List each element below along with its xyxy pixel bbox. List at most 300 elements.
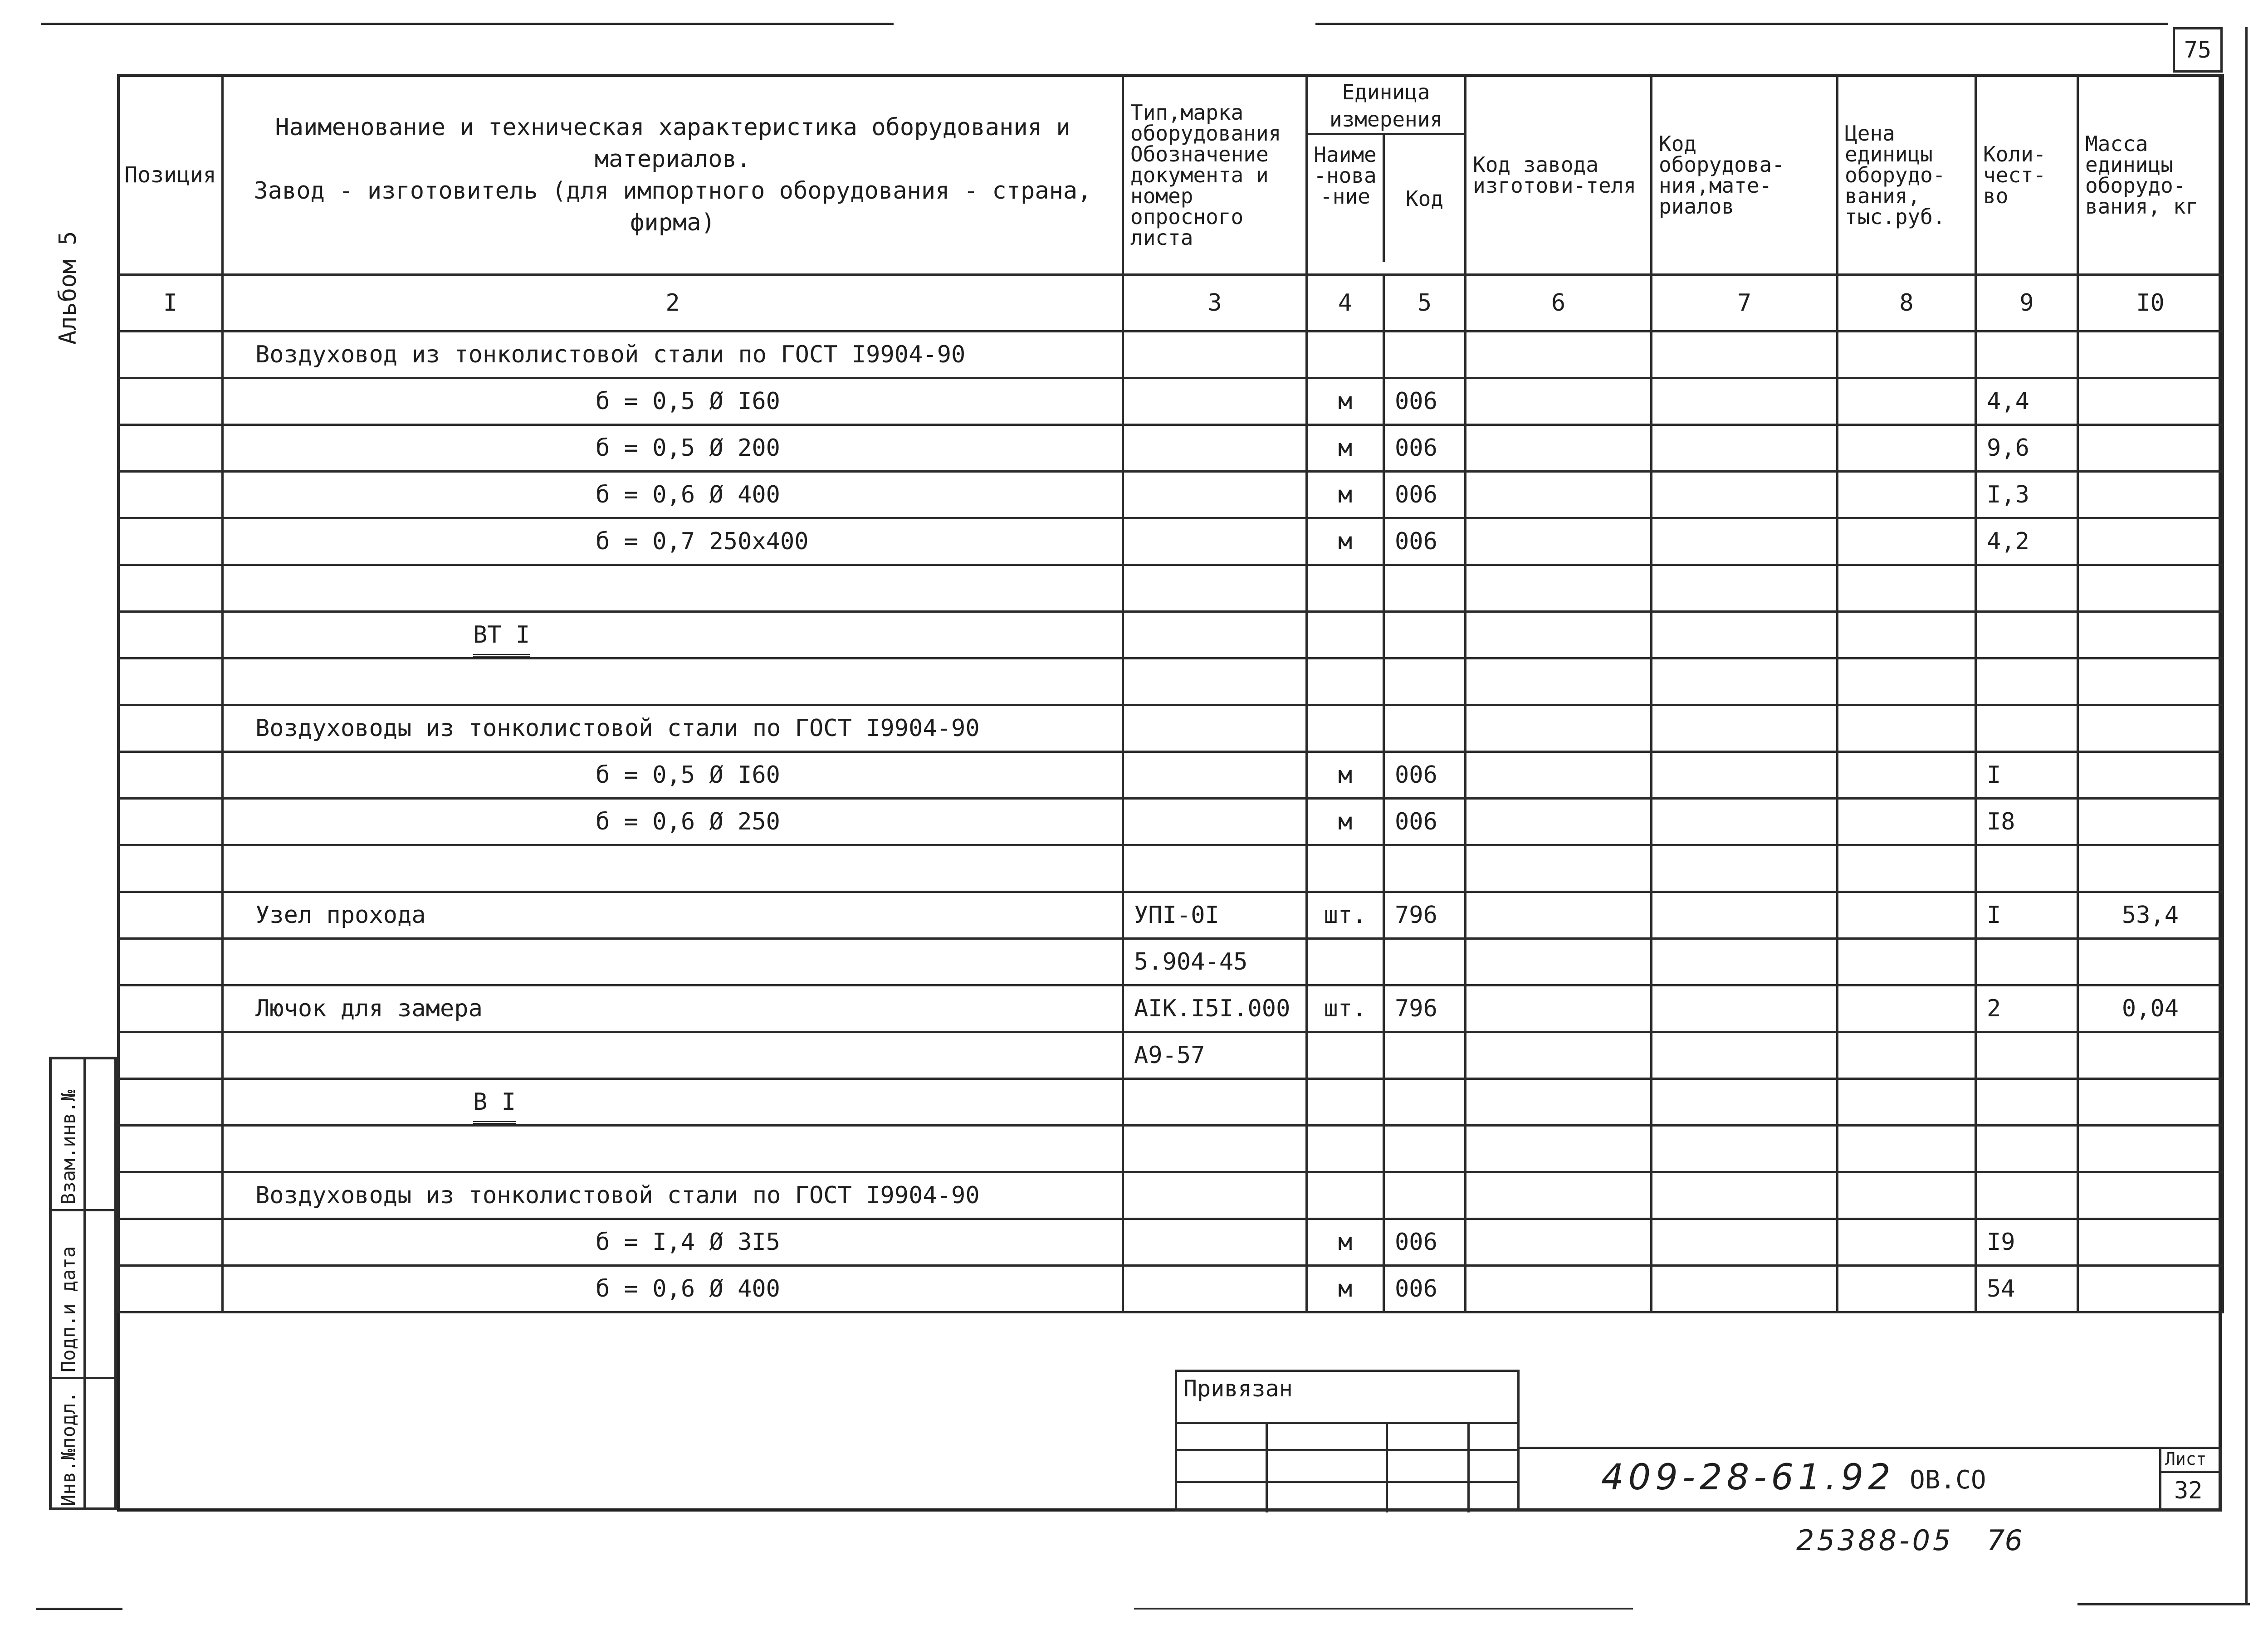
cell-price	[1838, 565, 1976, 612]
header-equipment-code: Код оборудова-ния,мате-риалов	[1652, 75, 1838, 275]
qty-text: 4,2	[1987, 528, 2029, 555]
cell-type	[1123, 332, 1307, 378]
table-row	[118, 939, 2223, 985]
specification-table	[117, 74, 2224, 1313]
col-number: 8	[1838, 275, 1976, 332]
table-row	[118, 565, 2223, 612]
table-row	[118, 705, 2223, 752]
cell-code	[1384, 1266, 1466, 1312]
cell-name	[223, 799, 1123, 845]
cell-qty	[1976, 1126, 2078, 1172]
code-text: 006	[1395, 528, 1437, 555]
unit-text: м	[1338, 761, 1353, 789]
cell-qty	[1976, 1172, 2078, 1219]
cell-pos	[118, 1266, 223, 1312]
cell-qty	[1976, 939, 2078, 985]
cell-mass	[2078, 425, 2223, 472]
cell-unit	[1307, 1266, 1384, 1312]
type-text: 5.904-45	[1134, 948, 1248, 976]
header-name-line3: Завод - изготовитель (для импортного оборудования - страна,	[254, 177, 1092, 205]
qty-text: 4,4	[1987, 388, 2029, 415]
unit-text: м	[1338, 528, 1353, 555]
cell-price	[1838, 378, 1976, 425]
cell-type	[1123, 1032, 1307, 1079]
cell-unit	[1307, 799, 1384, 845]
cell-name	[223, 939, 1123, 985]
cell-qty	[1976, 1079, 2078, 1126]
name-text: Лючок для замера	[255, 995, 483, 1022]
cell-price	[1838, 612, 1976, 658]
cell-code	[1384, 939, 1466, 985]
header-unit-name: Наиме-нова-ние	[1308, 135, 1385, 262]
page-number: 75	[2184, 37, 2212, 63]
cell-price	[1838, 752, 1976, 799]
col-number: 5	[1384, 275, 1466, 332]
cell-mass	[2078, 518, 2223, 565]
doc-code: 409-28-61.92	[1601, 1457, 1895, 1498]
name-text: б = 0,5 Ø 200	[596, 434, 780, 462]
cell-name	[223, 378, 1123, 425]
unit-text: шт.	[1324, 902, 1367, 929]
cell-pos	[118, 378, 223, 425]
cell-code	[1384, 1032, 1466, 1079]
cell-type	[1123, 472, 1307, 518]
unit-text: шт.	[1324, 995, 1367, 1022]
cell-factory	[1466, 565, 1652, 612]
header-unit-mass: Масса единицы оборудо-вания, кг	[2078, 75, 2223, 275]
cell-unit	[1307, 658, 1384, 705]
cell-unit	[1307, 939, 1384, 985]
code-text: 796	[1395, 902, 1437, 929]
cell-mass	[2078, 658, 2223, 705]
table-row	[118, 332, 2223, 378]
cell-pos	[118, 799, 223, 845]
cell-mass	[2078, 1172, 2223, 1219]
col-number: 3	[1123, 275, 1307, 332]
cell-name	[223, 518, 1123, 565]
cell-factory	[1466, 378, 1652, 425]
doc-code-box	[1517, 1447, 2222, 1512]
name-text: Воздуховод из тонколистовой стали по ГОСТ I9904-90	[255, 341, 966, 368]
cell-code	[1384, 565, 1466, 612]
type-text: УПI-0I	[1134, 902, 1219, 929]
approval-stamp-box	[49, 1057, 117, 1510]
cell-mass	[2078, 1266, 2223, 1312]
cell-price	[1838, 799, 1976, 845]
cell-price	[1838, 1266, 1976, 1312]
cell-factory	[1466, 1172, 1652, 1219]
code-text: 006	[1395, 481, 1437, 508]
header-factory-code: Код завода изготови-теля	[1466, 75, 1652, 275]
cell-mass	[2078, 939, 2223, 985]
cell-mass	[2078, 985, 2223, 1032]
cell-price	[1838, 1219, 1976, 1266]
cell-code	[1384, 892, 1466, 939]
name-text: б = 0,5 Ø I60	[596, 761, 780, 789]
cell-unit	[1307, 565, 1384, 612]
cell-factory	[1466, 472, 1652, 518]
cell-mass	[2078, 1219, 2223, 1266]
col-number: 9	[1976, 275, 2078, 332]
cell-mass	[2078, 1126, 2223, 1172]
cell-equip	[1652, 378, 1838, 425]
cell-code	[1384, 332, 1466, 378]
cell-unit	[1307, 1079, 1384, 1126]
cell-pos	[118, 985, 223, 1032]
cell-pos	[118, 1126, 223, 1172]
cell-mass	[2078, 799, 2223, 845]
cell-factory	[1466, 658, 1652, 705]
cell-pos	[118, 612, 223, 658]
cell-type	[1123, 565, 1307, 612]
table-row	[118, 892, 2223, 939]
cell-price	[1838, 985, 1976, 1032]
qty-text: 9,6	[1987, 434, 2029, 462]
cell-factory	[1466, 1079, 1652, 1126]
table-row	[118, 1126, 2223, 1172]
table-row	[118, 1079, 2223, 1126]
cell-name	[223, 332, 1123, 378]
cell-qty	[1976, 425, 2078, 472]
col-number: 7	[1652, 275, 1838, 332]
table-row	[118, 1266, 2223, 1312]
cell-name	[223, 985, 1123, 1032]
cell-code	[1384, 518, 1466, 565]
cell-factory	[1466, 939, 1652, 985]
cell-mass	[2078, 705, 2223, 752]
cell-type	[1123, 1126, 1307, 1172]
mass-text: 0,04	[2121, 995, 2179, 1022]
header-name	[223, 75, 1123, 275]
cell-equip	[1652, 1266, 1838, 1312]
cell-qty	[1976, 518, 2078, 565]
cell-code	[1384, 1172, 1466, 1219]
col-number: 2	[223, 275, 1123, 332]
cell-name	[223, 705, 1123, 752]
cell-factory	[1466, 705, 1652, 752]
table-row	[118, 1219, 2223, 1266]
cell-factory	[1466, 985, 1652, 1032]
cell-pos	[118, 752, 223, 799]
cell-factory	[1466, 425, 1652, 472]
cell-factory	[1466, 332, 1652, 378]
header-name-line1: Наименование и техническая характеристика оборудования и	[275, 113, 1070, 141]
cell-price	[1838, 658, 1976, 705]
name-text: б = 0,6 Ø 400	[596, 1275, 780, 1302]
cell-qty	[1976, 612, 2078, 658]
cell-type	[1123, 845, 1307, 892]
cell-unit	[1307, 425, 1384, 472]
header-unit-code: Код	[1405, 186, 1444, 211]
cell-factory	[1466, 892, 1652, 939]
cell-name	[223, 845, 1123, 892]
cell-qty	[1976, 845, 2078, 892]
cell-mass	[2078, 472, 2223, 518]
cell-unit	[1307, 705, 1384, 752]
title-block	[1175, 1370, 2222, 1512]
unit-text: м	[1338, 434, 1353, 462]
qty-text: I8	[1987, 808, 2015, 835]
cell-name	[223, 892, 1123, 939]
cell-qty	[1976, 1266, 2078, 1312]
name-text: В I	[473, 1088, 516, 1124]
cell-unit	[1307, 1032, 1384, 1079]
header-name-line4: фирма)	[630, 209, 715, 236]
unit-text: м	[1338, 388, 1353, 415]
cell-mass	[2078, 845, 2223, 892]
stamp-sign-date: Подп.и дата	[57, 1246, 79, 1372]
unit-text: м	[1338, 1275, 1353, 1302]
code-text: 006	[1395, 808, 1437, 835]
cell-equip	[1652, 705, 1838, 752]
cell-unit	[1307, 332, 1384, 378]
cell-price	[1838, 1126, 1976, 1172]
qty-text: I9	[1987, 1229, 2015, 1256]
cell-equip	[1652, 658, 1838, 705]
cell-type	[1123, 1172, 1307, 1219]
cell-code	[1384, 378, 1466, 425]
cell-equip	[1652, 752, 1838, 799]
cell-pos	[118, 1032, 223, 1079]
cell-unit	[1307, 472, 1384, 518]
qty-text: I	[1987, 902, 2001, 929]
cell-mass	[2078, 1079, 2223, 1126]
cell-name	[223, 565, 1123, 612]
cell-name	[223, 1032, 1123, 1079]
code-text: 006	[1395, 761, 1437, 789]
cell-equip	[1652, 892, 1838, 939]
cell-type	[1123, 518, 1307, 565]
cell-unit	[1307, 518, 1384, 565]
cell-type	[1123, 752, 1307, 799]
cell-factory	[1466, 1126, 1652, 1172]
cell-unit	[1307, 378, 1384, 425]
cell-code	[1384, 752, 1466, 799]
cell-name	[223, 752, 1123, 799]
cell-factory	[1466, 845, 1652, 892]
name-text: ВТ I	[473, 621, 530, 657]
cell-unit	[1307, 1219, 1384, 1266]
qty-text: I	[1987, 761, 2001, 789]
cell-equip	[1652, 518, 1838, 565]
name-text: б = 0,6 Ø 400	[596, 481, 780, 508]
cell-unit	[1307, 612, 1384, 658]
cell-mass	[2078, 752, 2223, 799]
cell-mass	[2078, 565, 2223, 612]
unit-text: м	[1338, 1229, 1353, 1256]
cell-code	[1384, 985, 1466, 1032]
table-row	[118, 425, 2223, 472]
name-text: б = 0,6 Ø 250	[596, 808, 780, 835]
cell-type	[1123, 378, 1307, 425]
cell-pos	[118, 658, 223, 705]
cell-name	[223, 1126, 1123, 1172]
cell-mass	[2078, 892, 2223, 939]
cell-price	[1838, 1079, 1976, 1126]
table-row	[118, 1172, 2223, 1219]
cell-unit	[1307, 1172, 1384, 1219]
table-header-row	[118, 75, 2223, 275]
cell-qty	[1976, 565, 2078, 612]
cell-qty	[1976, 892, 2078, 939]
cell-qty	[1976, 1219, 2078, 1266]
cell-type	[1123, 939, 1307, 985]
cell-qty	[1976, 705, 2078, 752]
cell-equip	[1652, 1219, 1838, 1266]
table-row	[118, 845, 2223, 892]
cell-equip	[1652, 565, 1838, 612]
cell-type	[1123, 892, 1307, 939]
table-row	[118, 378, 2223, 425]
qty-text: I,3	[1987, 481, 2029, 508]
cell-factory	[1466, 752, 1652, 799]
sheet-label: Лист	[2165, 1449, 2207, 1469]
cell-equip	[1652, 1032, 1838, 1079]
cell-unit	[1307, 752, 1384, 799]
cell-price	[1838, 845, 1976, 892]
doc-suffix: ОВ.СО	[1910, 1465, 1986, 1495]
header-type: Тип,марка оборудования Обозначение документа и номер опросного листа	[1123, 75, 1307, 275]
cell-equip	[1652, 612, 1838, 658]
cell-code	[1384, 1126, 1466, 1172]
col-number: 4	[1307, 275, 1384, 332]
cell-equip	[1652, 1172, 1838, 1219]
cell-qty	[1976, 472, 2078, 518]
cell-code	[1384, 658, 1466, 705]
qty-text: 54	[1987, 1275, 2015, 1302]
code-text: 006	[1395, 1229, 1437, 1256]
code-text: 006	[1395, 1275, 1437, 1302]
cell-equip	[1652, 1126, 1838, 1172]
cell-factory	[1466, 518, 1652, 565]
cell-pos	[118, 518, 223, 565]
header-unit-title: Единица измерения	[1308, 76, 1464, 135]
cell-type	[1123, 985, 1307, 1032]
cell-name	[223, 1079, 1123, 1126]
cell-name	[223, 1219, 1123, 1266]
cell-code	[1384, 612, 1466, 658]
bound-label: Привязан	[1183, 1375, 1293, 1402]
cell-equip	[1652, 472, 1838, 518]
cell-type	[1123, 1079, 1307, 1126]
cell-qty	[1976, 752, 2078, 799]
name-text: Узел прохода	[255, 902, 426, 929]
album-label: Альбом 5	[54, 231, 82, 345]
cell-qty	[1976, 985, 2078, 1032]
cell-factory	[1466, 1219, 1652, 1266]
cell-factory	[1466, 1266, 1652, 1312]
cell-code	[1384, 845, 1466, 892]
table-row	[118, 752, 2223, 799]
cell-factory	[1466, 799, 1652, 845]
cell-qty	[1976, 799, 2078, 845]
cell-qty	[1976, 378, 2078, 425]
code-text: 006	[1395, 434, 1437, 462]
cell-type	[1123, 799, 1307, 845]
cell-unit	[1307, 985, 1384, 1032]
page-reference: 76	[1987, 1524, 2023, 1557]
qty-text: 2	[1987, 995, 2001, 1022]
cell-pos	[118, 1172, 223, 1219]
code-text: 006	[1395, 388, 1437, 415]
cell-pos	[118, 472, 223, 518]
cell-factory	[1466, 1032, 1652, 1079]
cell-equip	[1652, 799, 1838, 845]
header-unit-price: Цена единицы оборудо-вания, тыс.руб.	[1838, 75, 1976, 275]
page-number-box	[2173, 27, 2223, 73]
cell-price	[1838, 939, 1976, 985]
cell-pos	[118, 939, 223, 985]
cell-price	[1838, 1032, 1976, 1079]
header-unit-group	[1307, 75, 1466, 275]
name-text: б = I,4 Ø 3I5	[596, 1229, 780, 1256]
sheet-number: 32	[2174, 1477, 2203, 1504]
cell-type	[1123, 1219, 1307, 1266]
cell-pos	[118, 425, 223, 472]
cell-pos	[118, 845, 223, 892]
cell-unit	[1307, 892, 1384, 939]
table-row	[118, 612, 2223, 658]
cell-qty	[1976, 332, 2078, 378]
table-row	[118, 658, 2223, 705]
col-number: I0	[2078, 275, 2223, 332]
cell-pos	[118, 1219, 223, 1266]
table-row	[118, 799, 2223, 845]
cell-type	[1123, 612, 1307, 658]
cell-name	[223, 612, 1123, 658]
cell-name	[223, 425, 1123, 472]
table-row	[118, 1032, 2223, 1079]
cell-equip	[1652, 939, 1838, 985]
cell-equip	[1652, 425, 1838, 472]
cell-pos	[118, 892, 223, 939]
cell-name	[223, 1172, 1123, 1219]
cell-pos	[118, 565, 223, 612]
name-text: б = 0,7 250x400	[596, 528, 809, 555]
cell-equip	[1652, 845, 1838, 892]
unit-text: м	[1338, 808, 1353, 835]
cell-name	[223, 472, 1123, 518]
cell-price	[1838, 472, 1976, 518]
table-row	[118, 472, 2223, 518]
cell-price	[1838, 705, 1976, 752]
cell-equip	[1652, 1079, 1838, 1126]
cell-factory	[1466, 612, 1652, 658]
unit-text: м	[1338, 481, 1353, 508]
cell-code	[1384, 799, 1466, 845]
name-text: б = 0,5 Ø I60	[596, 388, 780, 415]
cell-mass	[2078, 378, 2223, 425]
header-position: Позиция	[118, 75, 223, 275]
table-row	[118, 518, 2223, 565]
type-text: A9-57	[1134, 1042, 1205, 1069]
cell-mass	[2078, 332, 2223, 378]
cell-type	[1123, 425, 1307, 472]
bound-box	[1175, 1370, 1520, 1512]
cell-name	[223, 1266, 1123, 1312]
cell-code	[1384, 425, 1466, 472]
mass-text: 53,4	[2121, 902, 2179, 929]
stamp-orig-inv: Инв.№подл.	[57, 1391, 79, 1506]
table-body	[118, 332, 2223, 1312]
code-text: 796	[1395, 995, 1437, 1022]
cell-price	[1838, 1172, 1976, 1219]
cell-mass	[2078, 1032, 2223, 1079]
cell-qty	[1976, 658, 2078, 705]
cell-unit	[1307, 845, 1384, 892]
cell-price	[1838, 332, 1976, 378]
cell-qty	[1976, 1032, 2078, 1079]
